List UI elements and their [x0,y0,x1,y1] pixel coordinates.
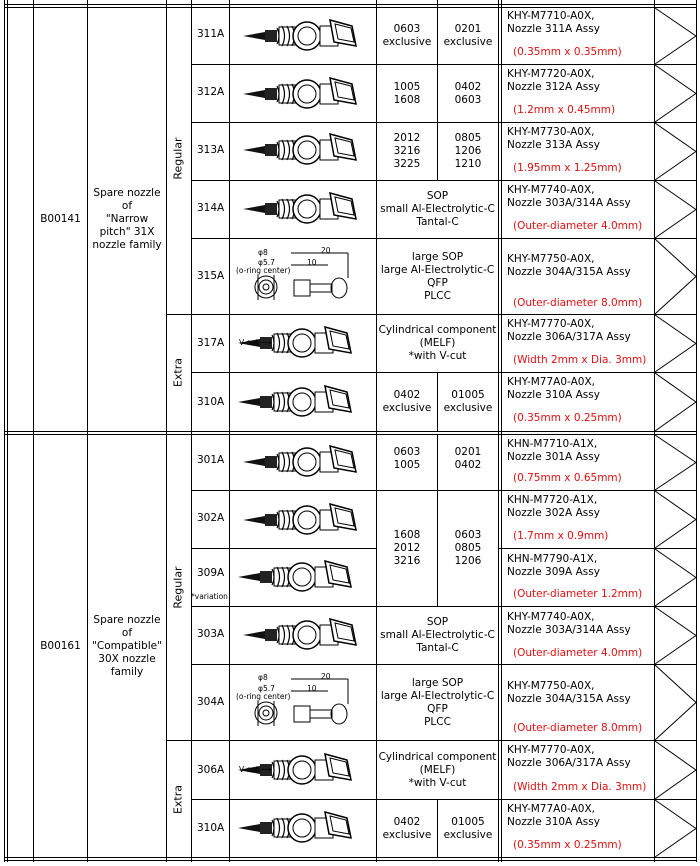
phi57-label: φ5.7 [258,684,275,693]
component-type: large SOP large Al-Electrolytic-C QFP PLCC [380,676,495,728]
nozzle-dimension-drawing [236,671,361,733]
component-type: SOP small Al-Electrolytic-C Tantal-C [380,190,495,228]
nozzle-code: 302A [197,512,225,524]
part-number: KHY-M7770-A0X, Nozzle 306A/317A Assy [507,744,631,769]
oring-label: (o-ring center) [236,692,291,701]
phi8-label: φ8 [258,248,268,257]
nozzle-code: 312A [197,86,225,98]
nozzle-icon [230,555,370,599]
extra-label: Extra [171,784,185,815]
nozzle-icon [235,440,375,484]
nozzle-dimension: (Outer-diameter 4.0mm) [513,647,643,659]
part-number: KHY-M7740-A0X, Nozzle 303A/314A Assy [507,184,631,209]
regular-label: Regular [171,566,185,609]
part-number: KHY-M7730-A0X, Nozzle 313A Assy [507,126,600,151]
component-type: Cylindrical component (MELF) *with V-cut [378,750,497,789]
part-number: KHN-M7710-A1X, Nozzle 301A Assy [507,438,600,463]
size-imperial: 0603 0805 1206 [454,529,482,567]
component-type: large SOP large Al-Electrolytic-C QFP PLCC [380,250,495,302]
size-metric: 0402 exclusive [382,389,432,414]
nozzle-dimension: (Width 2mm x Dia. 3mm) [513,781,647,793]
size-metric: 0603 1005 [393,446,421,471]
extra-label: Extra [171,357,185,388]
phi8-label: φ8 [258,673,268,682]
part-number: KHY-M7720-A0X, Nozzle 312A Assy [507,68,600,93]
phi57-label: φ5.7 [258,258,275,267]
nozzle-code: 310A [197,396,225,408]
nozzle-code: 314A [197,202,225,214]
size-metric: 1608 2012 3216 [393,529,421,567]
nozzle-code: 310A [197,822,225,834]
family-description-text: Spare nozzle of "Compatible" 30X nozzle family [92,613,162,678]
nozzle-dimension: (0.35mm x 0.35mm) [513,46,622,58]
nozzle-code: 315A [197,270,225,282]
size-imperial: 0201 0402 [454,446,482,471]
nozzle-code: 303A [197,628,225,640]
nozzle-dimension: (0.35mm x 0.25mm) [513,839,622,851]
vcut-label: V-cut ⟶ [239,765,272,774]
part-number: KHY-M7750-A0X, Nozzle 304A/315A Assy [507,680,631,705]
variation-note: *variation [191,592,228,601]
component-type: Cylindrical component (MELF) *with V-cut [378,324,497,362]
dim10-label: 10 [307,684,317,693]
part-number: KHY-M7710-A0X, Nozzle 311A Assy [507,10,600,35]
nozzle-icon [230,806,370,850]
oring-label: (o-ring center) [236,266,291,275]
regular-label: Regular [171,137,185,180]
part-number: KHY-M7740-A0X, Nozzle 303A/314A Assy [507,611,631,636]
nozzle-dimension: (1.7mm x 0.9mm) [513,530,609,542]
nozzle-icon [235,128,375,172]
nozzle-dimension: (Outer-diameter 8.0mm) [513,297,643,309]
size-imperial: 0201 exclusive [443,23,493,48]
size-imperial: 01005 exclusive [443,815,493,841]
nozzle-dimension: (Outer-diameter 8.0mm) [513,722,643,734]
family-id-text: B00141 [40,213,81,225]
vcut-label: V-cut ⟶ [239,338,272,347]
size-imperial: 01005 exclusive [443,389,493,414]
size-metric: 2012 3216 3225 [393,132,421,170]
nozzle-code: 313A [197,144,225,156]
part-number: KHY-M77A0-A0X, Nozzle 310A Assy [507,376,600,401]
part-number: KHY-M7770-A0X, Nozzle 306A/317A Assy [507,318,631,343]
nozzle-code: 304A [197,696,225,708]
nozzle-icon [235,613,375,657]
dim10-label: 10 [307,258,317,267]
nozzle-code: 306A [197,764,225,776]
size-metric: 0402 exclusive [382,815,432,841]
nozzle-icon [235,14,375,58]
size-metric: 1005 1608 [393,80,421,106]
part-number: KHY-M77A0-A0X, Nozzle 310A Assy [507,803,600,828]
nozzle-code: 309A [197,567,225,579]
component-type: SOP small Al-Electrolytic-C Tantal-C [380,616,495,654]
nozzle-dimension: (Width 2mm x Dia. 3mm) [513,354,647,366]
nozzle-icon [235,72,375,116]
size-imperial: 0402 0603 [454,80,482,106]
dim20-label: 20 [321,246,331,255]
nozzle-icon [235,187,375,231]
part-number: KHY-M7750-A0X, Nozzle 304A/315A Assy [507,253,631,278]
family-id-text: B00161 [40,639,81,652]
dim20-label: 20 [321,672,331,681]
nozzle-code: 301A [197,454,225,466]
nozzle-dimension: (1.2mm x 0.45mm) [513,104,616,116]
nozzle-dimension: (Outer-diameter 1.2mm) [513,588,643,600]
nozzle-dimension: (0.35mm x 0.25mm) [513,412,622,424]
size-metric: 0603 exclusive [382,23,432,48]
nozzle-code: 311A [197,28,225,40]
size-imperial: 0805 1206 1210 [454,132,482,170]
nozzle-icon [235,498,375,542]
nozzle-dimension: (Outer-diameter 4.0mm) [513,220,643,232]
part-number: KHN-M7790-A1X, Nozzle 309A Assy [507,553,600,578]
nozzle-code: 317A [197,337,225,349]
nozzle-dimension-drawing [236,245,361,307]
part-number: KHN-M7720-A1X, Nozzle 302A Assy [507,494,600,519]
nozzle-icon [230,380,370,424]
nozzle-dimension: (0.75mm x 0.65mm) [513,472,622,484]
family-description-text: Spare nozzle of "Narrow pitch" 31X nozzle family [92,187,162,251]
nozzle-dimension: (1.95mm x 1.25mm) [513,162,622,174]
